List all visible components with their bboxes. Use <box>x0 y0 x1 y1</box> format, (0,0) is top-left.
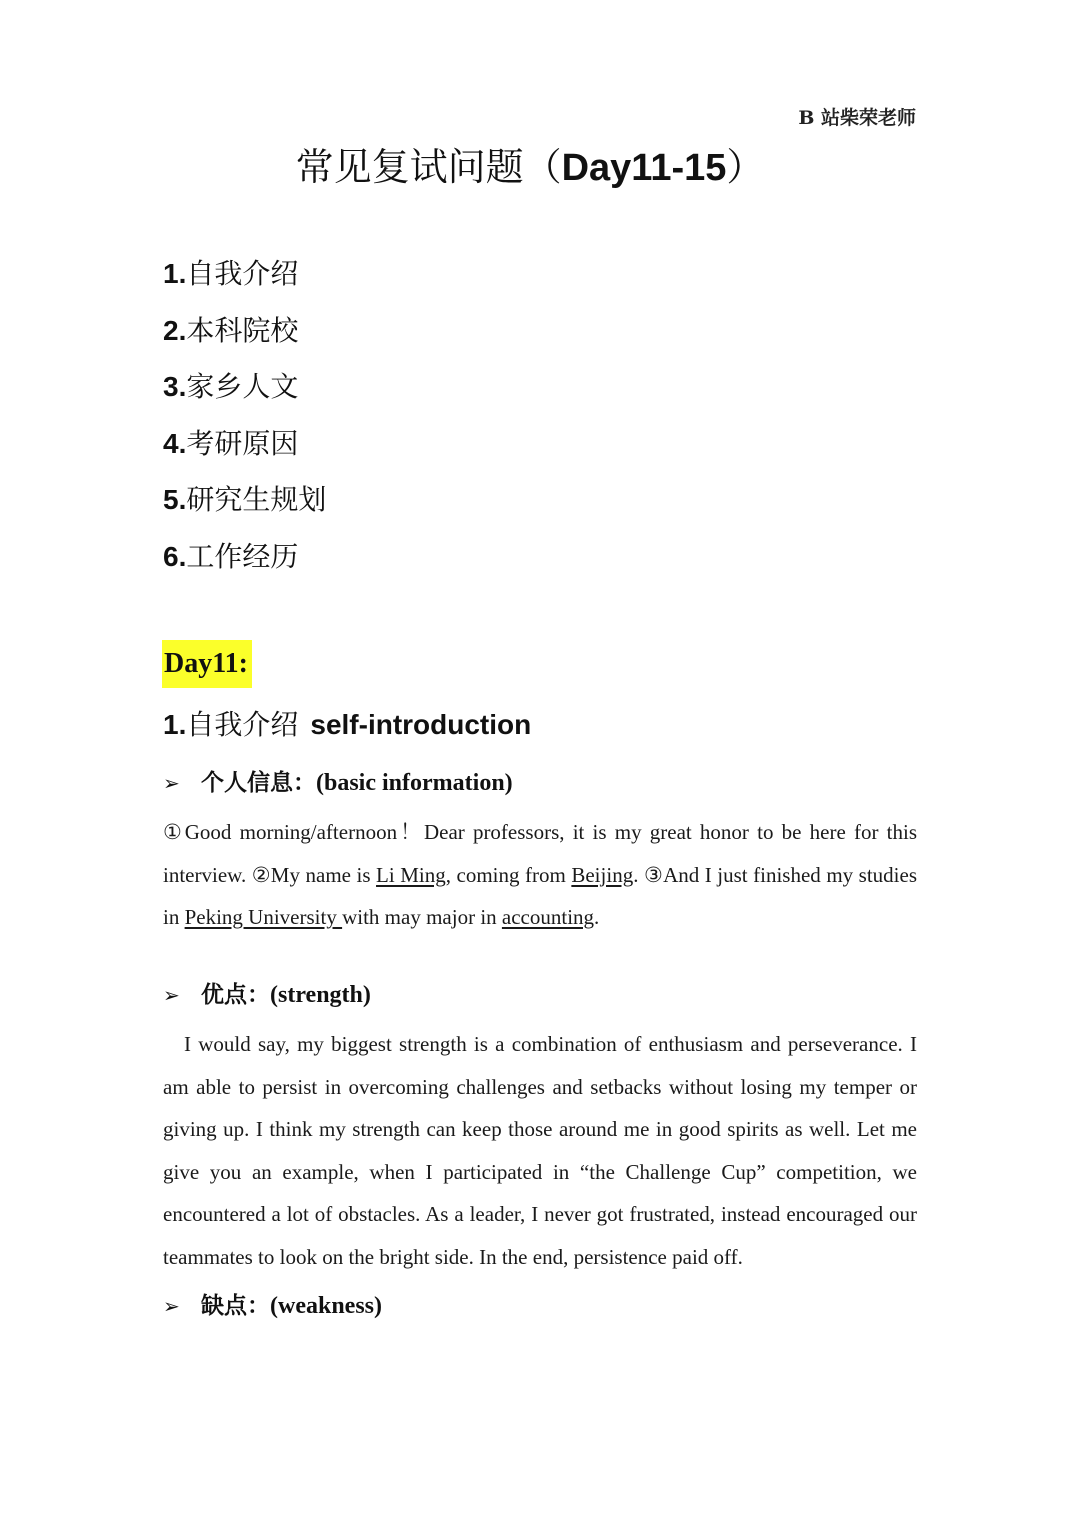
section-heading <box>163 705 531 745</box>
list-item <box>163 478 326 535</box>
strength-heading <box>163 978 371 1012</box>
item-label: 研究生规划 <box>186 483 327 516</box>
item-number: 4. <box>163 427 187 459</box>
item-label: 考研原因 <box>186 426 299 460</box>
section-title-en: self-introduction <box>310 709 532 740</box>
item-number: 3. <box>163 371 187 402</box>
list-item <box>163 535 326 592</box>
heading-cn: 个人信息： <box>201 770 316 796</box>
weakness-heading <box>163 1289 382 1323</box>
text-run: ①Good morning/afternoon！Dear professors, it is my great honor to be here for this interview. ②My name is <box>163 820 917 887</box>
heading-en: (strength) <box>270 982 371 1008</box>
text-run: . ③And I just finished my studies in <box>163 862 918 929</box>
arrow-bullet-icon: ➢ <box>163 983 180 1007</box>
section-title-cn: 自我介绍 <box>186 708 299 741</box>
text-run: , coming from <box>445 862 572 887</box>
underlined-major: accounting <box>501 905 595 929</box>
item-number: 2. <box>163 314 187 346</box>
item-label: 本科院校 <box>186 313 299 347</box>
arrow-bullet-icon: ➢ <box>163 771 180 795</box>
day-highlight: Day11: <box>162 640 252 688</box>
item-number: 5. <box>163 484 187 515</box>
list-item <box>163 252 326 309</box>
underlined-school: Peking University <box>184 905 343 929</box>
text-run: with may major in <box>342 905 502 929</box>
question-list <box>163 252 326 591</box>
strength-paragraph: I would say, my biggest strength is a combination of enthusiasm and perseverance. I am able to persist in overcoming challenges and setbacks without losing my temper or giving up. I think my strength can keep those around me in good spirits as well. Let me give you an example, when I participated in “the Challenge Cup” competition, we encountered a lot of obstacles. As a leader, I never got frustrated, instead encouraged our teammates to look on the bright side. In the end, persistence paid off. <box>163 1032 917 1269</box>
item-number: 6. <box>163 540 187 572</box>
heading-cn: 优点： <box>201 982 270 1008</box>
heading-cn: 缺点： <box>201 1293 270 1319</box>
basic-info-heading <box>163 766 513 800</box>
author-credit: B 站柴荣老师 <box>798 107 916 129</box>
item-label: 自我介绍 <box>186 257 299 290</box>
text-run: . <box>594 905 600 929</box>
section-number: 1. <box>163 709 187 740</box>
heading-en: (weakness) <box>270 1293 382 1319</box>
list-item <box>163 309 326 366</box>
item-label: 家乡人文 <box>186 370 299 403</box>
underlined-city: Beijing <box>571 862 634 887</box>
arrow-bullet-icon: ➢ <box>163 1294 180 1318</box>
title-close: ） <box>726 145 765 189</box>
list-item <box>163 365 326 422</box>
item-label: 工作经历 <box>186 539 299 573</box>
underlined-name: Li Ming <box>376 862 446 887</box>
page-title <box>0 136 1060 191</box>
heading-en: (basic information) <box>316 770 513 796</box>
list-item <box>163 422 326 479</box>
item-number: 1. <box>163 258 187 289</box>
basic-info-paragraph <box>163 811 917 939</box>
title-cn: 常见复试问题（ <box>295 145 562 189</box>
title-en: Day11-15 <box>561 147 727 189</box>
